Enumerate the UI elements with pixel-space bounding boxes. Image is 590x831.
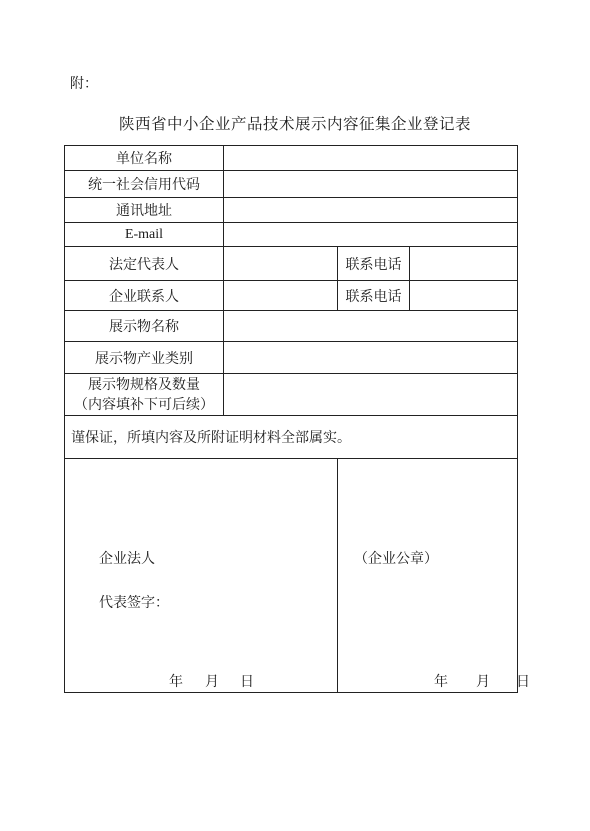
unit-name-label: 单位名称 [65,146,224,171]
company-seal-label: （企业公章） [354,551,438,567]
registration-table [64,145,530,693]
address-field[interactable] [224,198,518,223]
right-date-day: 日 [516,674,530,690]
right-date-year: 年 [434,674,448,690]
table-row [65,146,518,171]
exhibit-spec-label [65,374,224,416]
legal-rep-phone-label: 联系电话 [338,247,410,281]
table-row [65,247,518,281]
email-label: E-mail [65,223,224,247]
email-field[interactable] [224,223,518,247]
credit-code-label: 统一社会信用代码 [65,171,224,198]
left-date-month: 月 [205,674,219,690]
form-title: 陕西省中小企业产品技术展示内容征集企业登记表 [118,115,471,133]
legal-signature-cell[interactable] [65,459,338,693]
exhibit-spec-label-line2: （内容填补下可后续） [74,396,214,413]
table-row [65,374,518,416]
right-date-month: 月 [476,674,490,690]
legal-rep-phone-field[interactable] [410,247,518,281]
exhibit-name-label: 展示物名称 [65,311,224,342]
unit-name-field[interactable] [224,146,518,171]
table-row [65,171,518,198]
exhibit-category-field[interactable] [224,342,518,374]
table-row [65,223,518,247]
address-label: 通讯地址 [65,198,224,223]
exhibit-name-field[interactable] [224,311,518,342]
contact-label: 企业联系人 [65,281,224,311]
rep-signature-label: 代表签字： [99,595,169,611]
credit-code-field[interactable] [224,171,518,198]
contact-phone-field[interactable] [410,281,518,311]
table-row [65,416,518,459]
legal-rep-label: 法定代表人 [65,247,224,281]
declaration-text: 谨保证，所填内容及所附证明材料全部属实。 [65,416,518,459]
legal-rep-field[interactable] [224,247,338,281]
company-seal-cell[interactable] [338,459,530,693]
contact-field[interactable] [224,281,338,311]
left-date-day: 日 [240,674,254,690]
table-row [65,198,518,223]
exhibit-category-label: 展示物产业类别 [65,342,224,374]
left-date-year: 年 [169,674,183,690]
exhibit-spec-label-line1: 展示物规格及数量 [88,376,200,393]
table-row [65,342,518,374]
legal-person-label: 企业法人 [99,551,155,567]
table-row [65,459,518,693]
table-row [65,311,518,342]
contact-phone-label: 联系电话 [338,281,410,311]
exhibit-spec-field[interactable] [224,374,518,416]
attachment-label: 附： [70,76,98,92]
table-row [65,281,518,311]
